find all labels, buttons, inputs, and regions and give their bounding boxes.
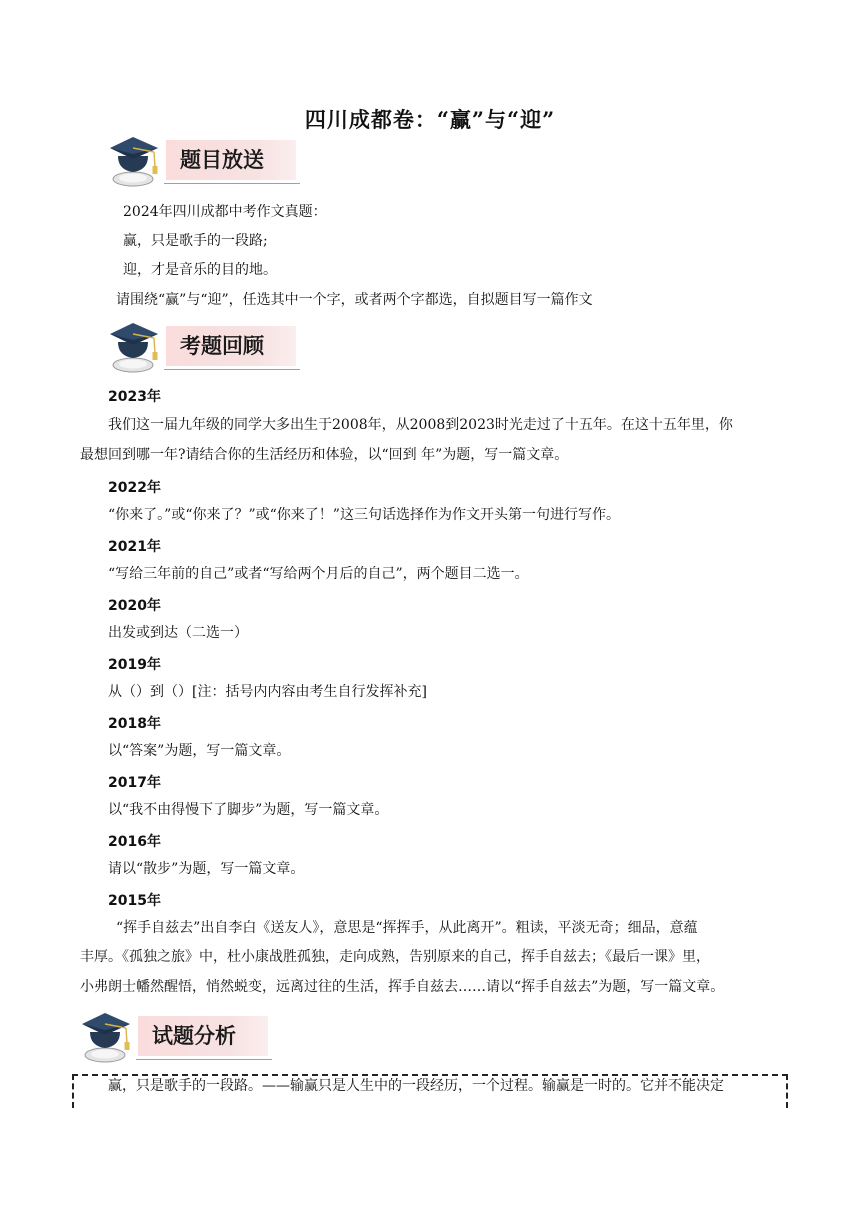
review-text: 最想回到哪一年?请结合你的生活经历和体验，以“回到 年”为题，写一篇文章。: [80, 447, 569, 463]
review-text: 请以“散步”为题，写一篇文章。: [108, 861, 305, 877]
year-label: 2023年: [108, 389, 161, 405]
year-label: 2022年: [108, 480, 161, 496]
year-label: 2015年: [108, 893, 161, 909]
section-header-analysis: [80, 1006, 320, 1066]
section-title-topic: 题目放送: [180, 148, 264, 172]
graduation-cap-icon: [80, 1006, 140, 1066]
graduation-cap-icon: [108, 316, 168, 376]
year-label: 2021年: [108, 539, 161, 555]
review-text: “挥手自兹去”出自李白《送友人》，意思是“挥挥手，从此离开”。粗读，平淡无奇；细品，意蕴: [116, 920, 698, 936]
section-header-topic: [108, 130, 348, 190]
section-title-analysis: 试题分析: [152, 1024, 236, 1048]
page-title: 四川成都卷：“赢”与“迎”: [304, 107, 556, 132]
review-text: 以“我不由得慢下了脚步”为题，写一篇文章。: [108, 802, 389, 818]
year-label: 2017年: [108, 775, 161, 791]
review-text: 以“答案”为题，写一篇文章。: [108, 743, 291, 759]
section-header-review: [108, 316, 348, 376]
review-text: 出发或到达（二选一）: [108, 625, 248, 641]
year-label: 2018年: [108, 716, 161, 732]
topic-line-1: 2024年四川成都中考作文真题：: [123, 204, 327, 220]
analysis-text: 赢，只是歌手的一段路。——输赢只是人生中的一段经历，一个过程。输赢是一时的。它并不能决定: [108, 1078, 724, 1094]
section-title-review: 考题回顾: [180, 334, 264, 358]
topic-line-2: 赢，只是歌手的一段路;: [123, 233, 268, 249]
year-label: 2019年: [108, 657, 161, 673]
review-text: 我们这一届九年级的同学大多出生于2008年，从2008到2023时光走过了十五年。在这十五年里，你: [108, 417, 733, 433]
year-label: 2020年: [108, 598, 161, 614]
year-label: 2016年: [108, 834, 161, 850]
topic-line-4: 请围绕“赢”与“迎”，任选其中一个字，或者两个字都选，自拟题目写一篇作文: [116, 292, 593, 308]
topic-line-3: 迎，才是音乐的目的地。: [123, 262, 277, 278]
review-text: 丰厚。《孤独之旅》中，杜小康战胜孤独，走向成熟，告别原来的自己，挥手自兹去；《最后一课》里，: [80, 949, 710, 965]
review-text: “你来了。”或“你来了？”或“你来了！”这三句话选择作为作文开头第一句进行写作。: [108, 507, 620, 523]
graduation-cap-icon: [108, 130, 168, 190]
review-text: “写给三年前的自己”或者“写给两个月后的自己”，两个题目二选一。: [108, 566, 529, 582]
review-text: 从（）到（）[注：括号内内容由考生自行发挥补充]: [108, 684, 427, 700]
review-text: 小弗朗士幡然醒悟，悄然蜕变，远离过往的生活，挥手自兹去……请以“挥手自兹去”为题，写一篇文章。: [80, 979, 725, 995]
